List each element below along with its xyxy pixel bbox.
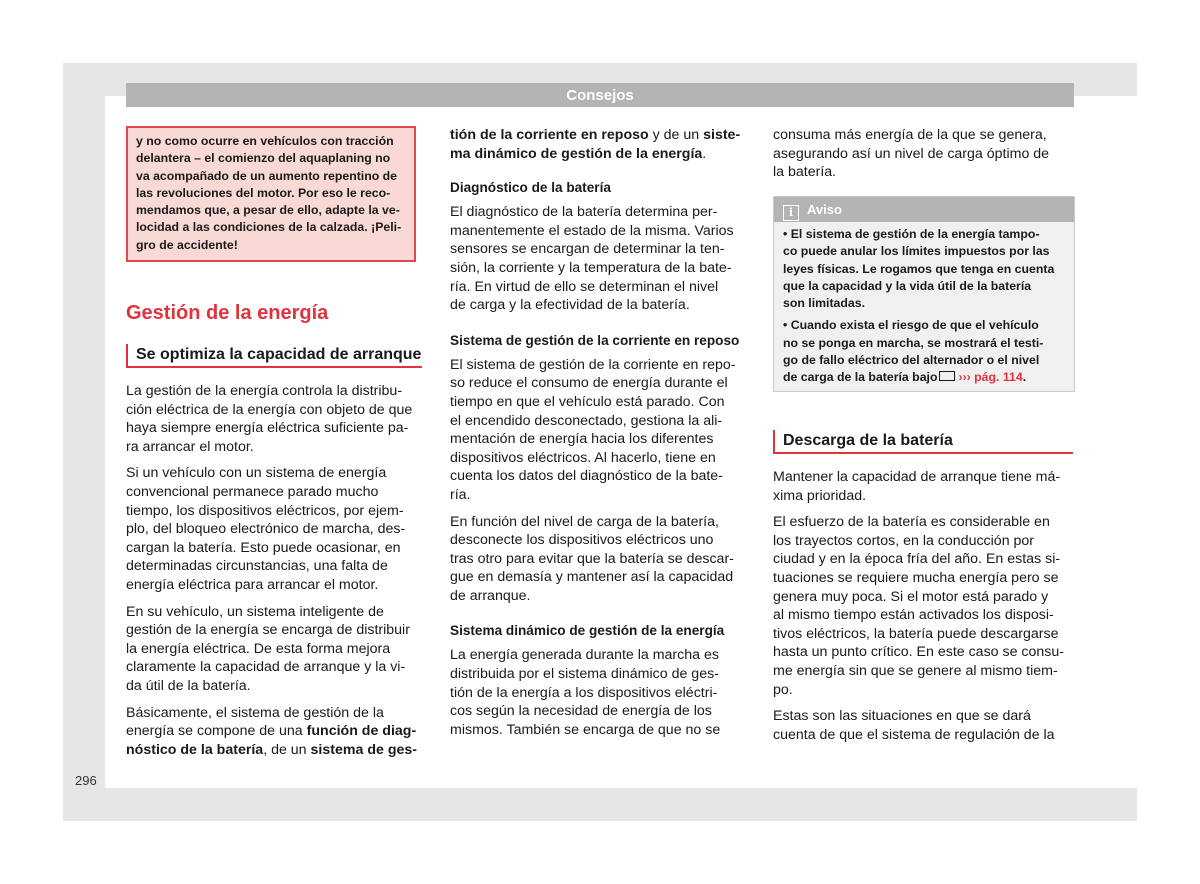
- column-1-text: [126, 382, 428, 759]
- note-title: Aviso: [807, 202, 842, 217]
- warning-line: delantera – el comienzo del aquaplaning no: [136, 151, 391, 166]
- paragraph: Estas son las situaciones en que se dará cuenta de que el sistema de regulación de la: [773, 708, 1055, 743]
- paragraph: En su vehículo, un sistema inteligente de gestión de la energía se encarga de distribuir la energía eléctrica. De esta forma mejora claramente la capacidad de arranque y la vi- da útil de la batería.: [126, 603, 410, 694]
- subsection-heading: Descarga de la batería: [773, 430, 1073, 454]
- note-box: [773, 196, 1075, 392]
- paragraph: El esfuerzo de la batería es considerable en los trayectos cortos, en la conducción por ciudad y en la época fría del año. En estas si- tuaciones se requiere mucha energía pero se genera muy poca. Si el motor está parado y al mismo tiempo están activados los disposi- tivos eléctricos, la batería puede descargarse hasta un punto crítico. En este caso se consu- me energía sin que se genere al mismo tiem- po.: [773, 514, 1065, 698]
- warning-line: gro de accidente!: [136, 237, 238, 252]
- subsection-heading: Se optimiza la capacidad de arranque: [126, 344, 422, 368]
- section-heading: Gestión de la energía: [126, 302, 329, 324]
- info-icon: i: [783, 205, 799, 221]
- paragraph: El sistema de gestión de la corriente en repo- so reduce el consumo de energía durante el tiempo en que el vehículo está parado. Con el encendido desconectado, gestiona la ali- mentación de energía hacia los diferentes dispositivos eléctricos. Al hacerlo, tiene en cuenta los datos del diagnóstico de la bate- ría.: [450, 356, 736, 503]
- paragraph: Básicamente, el sistema de gestión de la energía se compone de una función de diag- nóstico de la batería, de un sistema de ges-: [126, 704, 417, 758]
- paragraph: Mantener la capacidad de arranque tiene má- xima prioridad.: [773, 469, 1061, 504]
- note-body: [774, 222, 1074, 387]
- note-item: • Cuando exista el riesgo de que el vehículo no se ponga en marcha, se mostrará el testi- go de fallo eléctrico del alternador o el nivel de carga de la batería bajo ››› pág. 114.: [783, 318, 1044, 385]
- paragraph: tión de la corriente en reposo y de un siste- ma dinámico de gestión de la energía.: [450, 127, 741, 162]
- paragraph: consuma más energía de la que se genera, asegurando así un nivel de carga óptimo de la batería.: [773, 127, 1050, 181]
- paragraph: En función del nivel de carga de la batería, desconecte los dispositivos eléctricos uno tras otro para evitar que la batería se descar- gue en demasía y mantener así la capacidad de arranque.: [450, 513, 734, 604]
- warning-line: locidad a las condiciones de la calzada. ¡Peli-: [136, 220, 402, 235]
- column-3-top: [773, 126, 1075, 182]
- warning-line: las revoluciones del motor. Por eso le reco-: [136, 185, 391, 200]
- warning-box: [126, 126, 416, 262]
- warning-line: mendamos que, a pesar de ello, adapte la ve-: [136, 203, 400, 218]
- paragraph: El diagnóstico de la batería determina per- manentemente el estado de la misma. Varios sensores se encargan de determinar la ten- sión, la corriente y la temperatura de la bate- ría. En virtud de ello se determinan el nivel de carga y la efectividad de la batería.: [450, 204, 734, 314]
- paragraph: La energía generada durante la marcha es distribuida por el sistema dinámico de ges- tión de la energía a los dispositivos eléctri- cos según la necesidad de energía de los mismos. También se encarga de que no se: [450, 647, 721, 738]
- note-item: • El sistema de gestión de la energía tampo- co puede anular los límites impuestos por las leyes físicas. Le rogamos que tenga en cuenta que la capacidad y la vida útil de la batería son limitadas.: [783, 227, 1055, 311]
- paragraph-heading: Diagnóstico de la batería: [450, 180, 611, 196]
- page-number: 296: [75, 773, 97, 788]
- warning-line: va acompañado de un aumento repentino de: [136, 168, 398, 183]
- battery-icon: [939, 371, 955, 381]
- section-header: Consejos: [126, 83, 1074, 107]
- paragraph: Si un vehículo con un sistema de energía convencional permanece parado mucho tiempo, los dispositivos eléctricos, por ejem- plo, del bloqueo electrónico de marcha, des- cargan la batería. Esto puede ocasionar, en determinadas circunstancias, una falta de energía eléctrica para arrancar el motor.: [126, 465, 406, 593]
- column-2-text: [450, 126, 752, 739]
- column-3-text: [773, 468, 1075, 744]
- note-header: [774, 197, 1074, 222]
- paragraph-heading: Sistema de gestión de la corriente en reposo: [450, 332, 740, 348]
- page-reference-link[interactable]: ››› pág. 114: [958, 370, 1023, 385]
- warning-line: y no como ocurre en vehículos con tracción: [136, 134, 394, 148]
- paragraph: La gestión de la energía controla la distribu- ción eléctrica de la energía con objeto de que haya siempre energía eléctrica suficiente pa- ra arrancar el motor.: [126, 383, 413, 455]
- paragraph-heading: Sistema dinámico de gestión de la energía: [450, 623, 725, 639]
